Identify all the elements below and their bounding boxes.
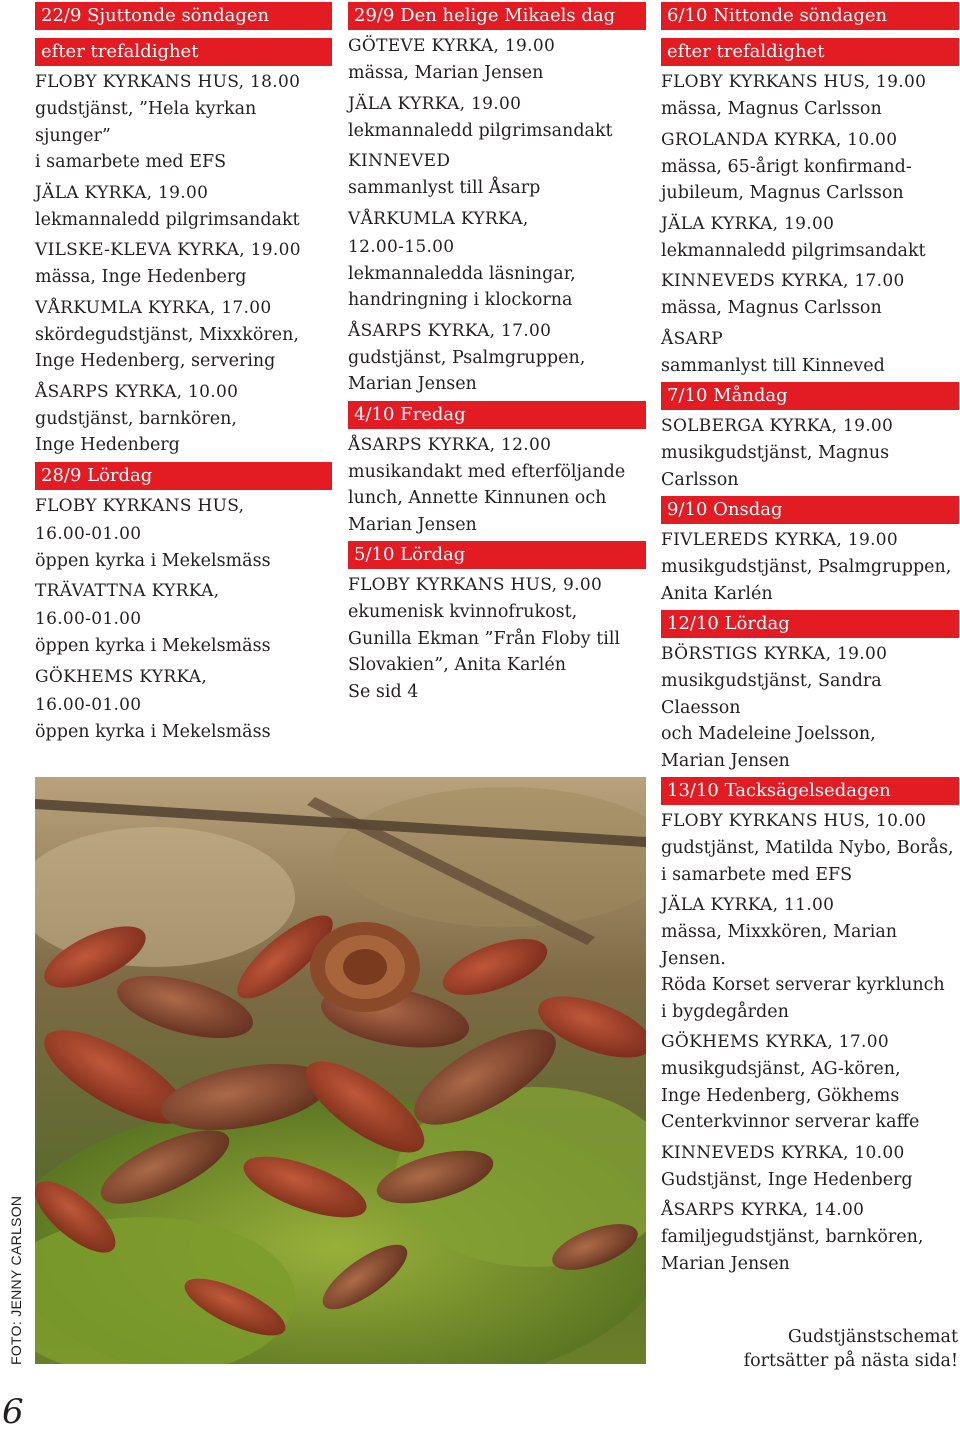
church-name: VÅRKUMLA KYRKA, 12.00-15.00	[348, 208, 529, 257]
service-description: mässa, Inge Hedenberg	[35, 267, 247, 287]
service-description: mässa, Magnus Carlsson	[661, 298, 882, 318]
service-description: mässa, Magnus Carlsson	[661, 99, 882, 119]
service-entry	[661, 807, 959, 888]
service-entry	[348, 431, 646, 539]
date-band: 4/10 Fredag	[348, 401, 646, 429]
church-name: JÄLA KYRKA, 19.00	[35, 182, 209, 203]
service-entry	[661, 210, 959, 265]
church-name: GÖTEVE KYRKA, 19.00	[348, 36, 556, 56]
service-description: lekmannaledd pilgrimsandakt	[661, 240, 926, 261]
date-band: 6/10 Nittonde söndagen	[661, 2, 959, 30]
photo-credit: FOTO: JENNY CARLSON	[8, 1195, 24, 1365]
date-band: 29/9 Den helige Mikaels dag	[348, 2, 646, 30]
service-description: gudstjänst, Matilda Nybo, Borås, i samarbete med EFS	[661, 838, 954, 885]
service-entry	[661, 325, 959, 380]
service-entry	[661, 267, 959, 322]
service-entry	[35, 378, 332, 459]
church-name: TRÄVATTNA KYRKA, 16.00-01.00	[35, 581, 220, 629]
church-name: KINNEVED	[348, 151, 451, 171]
church-name: FLOBY KYRKANS HUS, 18.00	[35, 72, 301, 92]
service-description: familjegudstjänst, barnkören, Marian Jensen	[661, 1227, 924, 1274]
date-band: 22/9 Sjuttonde söndagen	[35, 2, 332, 30]
date-band-subtitle: efter trefaldighet	[35, 38, 332, 66]
autumn-leaves-photo	[35, 777, 646, 1364]
service-description: mässa, Marian Jensen	[348, 63, 544, 83]
service-description: sammanlyst till Kinneved	[661, 355, 885, 376]
service-entry	[35, 577, 332, 660]
church-name: JÄLA KYRKA, 11.00	[661, 895, 835, 915]
service-description: öppen kyrka i Mekelsmäss	[35, 550, 271, 571]
church-name: ÅSARPS KYRKA, 14.00	[661, 1200, 865, 1220]
service-entry	[348, 317, 646, 398]
date-band: 7/10 Måndag	[661, 382, 959, 410]
date-band: 9/10 Onsdag	[661, 496, 959, 524]
church-name: JÄLA KYRKA, 19.00	[348, 93, 522, 114]
service-description: musikgudstjänst, Sandra Claesson och Madeleine Joelsson, Marian Jensen	[661, 671, 882, 771]
church-name: BÖRSTIGS KYRKA, 19.00	[661, 644, 888, 664]
church-name: VILSKE-KLEVA KYRKA, 19.00	[35, 240, 301, 260]
church-name: FLOBY KYRKANS HUS, 9.00	[348, 575, 603, 595]
church-name: FLOBY KYRKANS HUS, 10.00	[661, 811, 927, 831]
service-entry	[661, 412, 959, 493]
service-description: Gudstjänst, Inge Hedenberg	[661, 1169, 913, 1190]
service-entry	[348, 90, 646, 145]
service-entry	[35, 294, 332, 375]
church-name: ÅSARPS KYRKA, 17.00	[348, 320, 552, 341]
schedule-column-3	[661, 2, 959, 1280]
service-entry	[661, 891, 959, 1025]
page-number: 6	[2, 1392, 24, 1432]
service-entry	[35, 492, 332, 575]
service-description: mässa, 65-årigt konfirmand- jubileum, Magnus Carlsson	[661, 156, 912, 203]
church-name: KINNEVEDS KYRKA, 10.00	[661, 1142, 905, 1163]
schedule-column-1	[35, 2, 332, 748]
church-name: GROLANDA KYRKA, 10.00	[661, 129, 898, 150]
date-band: 28/9 Lördag	[35, 462, 332, 490]
service-entry	[35, 68, 332, 176]
service-entry	[661, 68, 959, 123]
service-description: musikgudstjänst, Magnus Carlsson	[661, 443, 890, 490]
date-band: 12/10 Lördag	[661, 610, 959, 638]
church-name: FLOBY KYRKANS HUS, 16.00-01.00	[35, 495, 245, 544]
service-description: mässa, Mixxkören, Marian Jensen. Röda Korset serverar kyrklunch i bygdegården	[661, 922, 945, 1022]
service-description: musikandakt med efterföljande lunch, Annette Kinnunen och Marian Jensen	[348, 461, 626, 535]
service-entry	[348, 32, 646, 87]
service-entry	[35, 236, 332, 291]
church-name: GÖKHEMS KYRKA, 16.00-01.00	[35, 666, 208, 715]
service-entry	[661, 640, 959, 774]
church-name: ÅSARPS KYRKA, 12.00	[348, 434, 552, 455]
church-name: FIVLEREDS KYRKA, 19.00	[661, 530, 899, 550]
service-entry	[661, 1139, 959, 1194]
service-entry	[661, 1028, 959, 1136]
service-entry	[35, 663, 332, 746]
service-description: skördegudstjänst, Mixxkören, Inge Hedenberg, servering	[35, 324, 299, 371]
service-entry	[661, 126, 959, 207]
church-name: ÅSARPS KYRKA, 10.00	[35, 381, 239, 402]
service-entry	[348, 205, 646, 314]
church-name: KINNEVEDS KYRKA, 17.00	[661, 271, 905, 291]
service-entry	[348, 147, 646, 202]
service-description: sammanlyst till Åsarp	[348, 178, 541, 198]
service-description: lekmannaledda läsningar, handringning i klockorna	[348, 263, 576, 310]
schedule-column-2	[348, 2, 646, 708]
service-description: gudstjänst, barnkören, Inge Hedenberg	[35, 408, 237, 455]
service-description: öppen kyrka i Mekelsmäss	[35, 636, 271, 656]
service-entry	[661, 1196, 959, 1277]
church-name: GÖKHEMS KYRKA, 17.00	[661, 1032, 889, 1052]
service-description: ekumenisk kvinnofrukost, Gunilla Ekman ”Från Floby till Slovakien”, Anita Karlén Se sid 4	[348, 602, 621, 702]
service-description: gudstjänst, ”Hela kyrkan sjunger” i samarbete med EFS	[35, 99, 257, 172]
service-entry	[35, 179, 332, 234]
service-entry	[661, 526, 959, 607]
continue-note: Gudstjänstschemat fortsätter på nästa sida!	[743, 1327, 958, 1371]
service-description: lekmannaledd pilgrimsandakt	[35, 209, 300, 230]
church-name: JÄLA KYRKA, 19.00	[661, 213, 835, 234]
service-entry	[348, 571, 646, 705]
date-band-subtitle: efter trefaldighet	[661, 38, 959, 66]
service-description: musikgudstjänst, Psalmgruppen, Anita Karlén	[661, 557, 952, 604]
church-name: FLOBY KYRKANS HUS, 19.00	[661, 72, 927, 92]
church-name: SOLBERGA KYRKA, 19.00	[661, 416, 894, 436]
date-band: 13/10 Tacksägelsedagen	[661, 777, 959, 805]
church-name: ÅSARP	[661, 328, 723, 349]
service-description: öppen kyrka i Mekelsmäss	[35, 721, 271, 742]
date-band: 5/10 Lördag	[348, 541, 646, 569]
service-description: lekmannaledd pilgrimsandakt	[348, 120, 613, 141]
autumn-leaves-illustration	[35, 777, 646, 1364]
church-name: VÅRKUMLA KYRKA, 17.00	[35, 297, 272, 318]
service-description: musikgudsjänst, AG-kören, Inge Hedenberg, Gökhems Centerkvinnor serverar kaffe	[661, 1059, 920, 1132]
service-description: gudstjänst, Psalmgruppen, Marian Jensen	[348, 347, 586, 394]
